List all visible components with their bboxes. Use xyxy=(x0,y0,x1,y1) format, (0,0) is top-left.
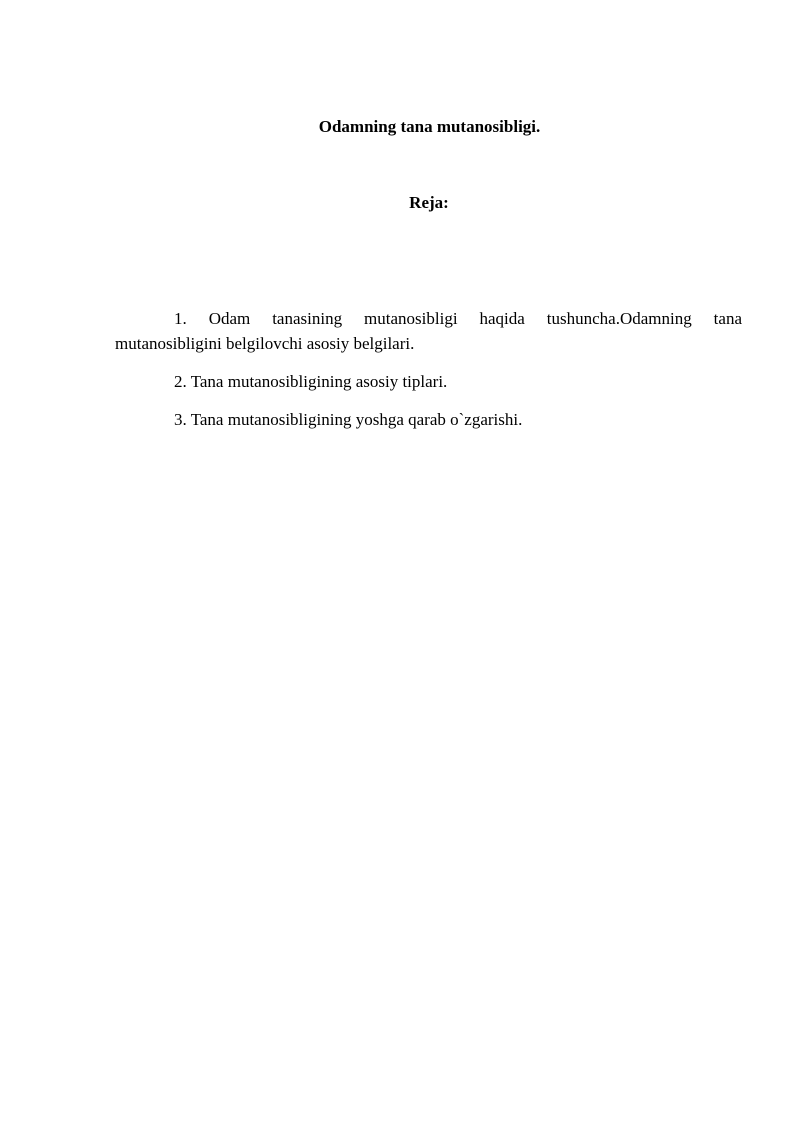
document-title: Odamning tana mutanosibligi. xyxy=(318,117,541,136)
plan-item-3: 3. Tana mutanosibligining yoshga qarab o`zgarishi. xyxy=(174,410,523,429)
plan-item-1: 1. Odam tanasining mutanosibligi haqida tushuncha.Odamning tana mutanosibligini belgilovchi asosiy belgilari. xyxy=(115,309,742,353)
plan-heading: Reja: xyxy=(409,193,449,212)
plan-item-2: 2. Tana mutanosibligining asosiy tiplari. xyxy=(174,372,448,391)
plan-list xyxy=(115,306,742,445)
